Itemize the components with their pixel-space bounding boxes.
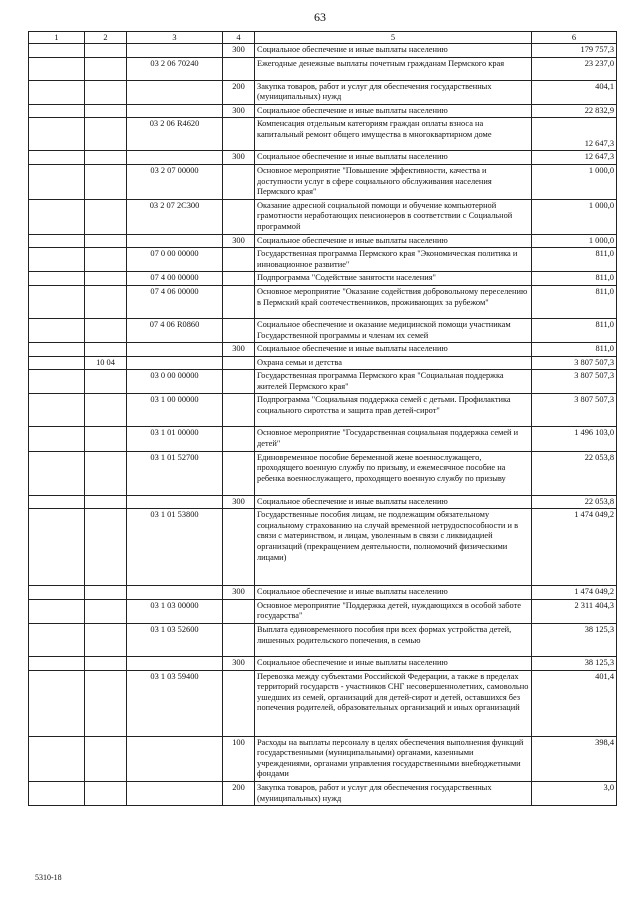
target-article-cell: 07 0 00 00000 <box>127 248 223 272</box>
blank-cell <box>29 248 85 272</box>
section-code-cell <box>85 427 127 451</box>
target-article-cell: 03 1 01 53800 <box>127 509 223 586</box>
amount-cell: 811,0 <box>532 285 617 318</box>
expense-type-cell <box>223 394 255 427</box>
target-article-cell <box>127 657 223 671</box>
amount-cell: 3 807 507,3 <box>532 394 617 427</box>
amount-cell: 3 807 507,3 <box>532 370 617 394</box>
target-article-cell: 03 2 06 70240 <box>127 57 223 80</box>
column-header: 6 <box>532 32 617 44</box>
item-name-cell: Государственная программа Пермского края "Экономическая политика и инновационное развитие" <box>255 248 532 272</box>
table-row <box>29 199 617 234</box>
item-name-cell: Социальное обеспечение и иные выплаты населению <box>255 234 532 248</box>
table-row <box>29 44 617 58</box>
column-header-row <box>29 32 617 44</box>
item-name-cell: Закупка товаров, работ и услуг для обеспечения государственных (муниципальных) нужд <box>255 782 532 806</box>
section-code-cell <box>85 599 127 623</box>
target-article-cell: 03 1 03 59400 <box>127 670 223 736</box>
item-name-cell: Социальное обеспечение и иные выплаты населению <box>255 151 532 165</box>
amount-cell: 401,4 <box>532 670 617 736</box>
expense-type-cell: 200 <box>223 80 255 104</box>
section-code-cell <box>85 394 127 427</box>
section-code-cell <box>85 509 127 586</box>
expense-type-cell: 300 <box>223 495 255 509</box>
table-row <box>29 356 617 370</box>
page-number: 63 <box>314 10 326 24</box>
table-row <box>29 670 617 736</box>
target-article-cell <box>127 356 223 370</box>
expense-type-cell: 300 <box>223 151 255 165</box>
expense-type-cell: 100 <box>223 736 255 781</box>
item-name-cell: Охрана семьи и детства <box>255 356 532 370</box>
blank-cell <box>29 599 85 623</box>
item-name-cell: Выплата единовременного пособия при всех формах устройства детей, лишенных родительского попечения, в семью <box>255 624 532 657</box>
section-code-cell <box>85 44 127 58</box>
section-code-cell <box>85 318 127 342</box>
expense-type-cell <box>223 509 255 586</box>
amount-cell: 22 053,8 <box>532 451 617 495</box>
expense-type-cell <box>223 356 255 370</box>
section-code-cell <box>85 495 127 509</box>
item-name-cell: Закупка товаров, работ и услуг для обеспечения государственных (муниципальных) нужд <box>255 80 532 104</box>
amount-cell: 3,0 <box>532 782 617 806</box>
target-article-cell: 03 1 03 00000 <box>127 599 223 623</box>
section-code-cell <box>85 234 127 248</box>
expense-type-cell <box>223 199 255 234</box>
target-article-cell <box>127 80 223 104</box>
blank-cell <box>29 356 85 370</box>
section-code-cell <box>85 451 127 495</box>
section-code-cell <box>85 782 127 806</box>
item-name-cell: Оказание адресной социальной помощи и обучение компьютерной грамотности неработающих пенсионеров в соответствии с Социальной программой <box>255 199 532 234</box>
section-code-cell <box>85 57 127 80</box>
table-row <box>29 736 617 781</box>
expense-type-cell <box>223 599 255 623</box>
blank-cell <box>29 104 85 118</box>
column-header: 1 <box>29 32 85 44</box>
target-article-cell: 03 1 03 52600 <box>127 624 223 657</box>
table-row <box>29 599 617 623</box>
blank-cell <box>29 44 85 58</box>
table-row <box>29 370 617 394</box>
item-name-cell: Основное мероприятие "Поддержка детей, нуждающихся в особой заботе государства" <box>255 599 532 623</box>
column-header: 4 <box>223 32 255 44</box>
section-code-cell <box>85 248 127 272</box>
section-code-cell <box>85 586 127 600</box>
blank-cell <box>29 586 85 600</box>
table-row <box>29 118 617 151</box>
target-article-cell <box>127 782 223 806</box>
target-article-cell: 07 4 06 R0860 <box>127 318 223 342</box>
target-article-cell: 03 0 00 00000 <box>127 370 223 394</box>
blank-cell <box>29 118 85 151</box>
amount-cell: 1 474 049,2 <box>532 586 617 600</box>
target-article-cell: 07 4 06 00000 <box>127 285 223 318</box>
expense-type-cell <box>223 451 255 495</box>
expense-type-cell: 300 <box>223 586 255 600</box>
column-header: 3 <box>127 32 223 44</box>
section-code-cell <box>85 151 127 165</box>
blank-cell <box>29 272 85 286</box>
expense-type-cell: 300 <box>223 657 255 671</box>
amount-cell: 811,0 <box>532 343 617 357</box>
expense-type-cell <box>223 318 255 342</box>
table-body <box>29 44 617 806</box>
item-name-cell: Социальное обеспечение и иные выплаты населению <box>255 586 532 600</box>
section-code-cell <box>85 272 127 286</box>
amount-cell: 3 807 507,3 <box>532 356 617 370</box>
expense-type-cell: 300 <box>223 44 255 58</box>
blank-cell <box>29 657 85 671</box>
target-article-cell: 07 4 00 00000 <box>127 272 223 286</box>
amount-cell: 12 647,3 <box>532 151 617 165</box>
item-name-cell: Социальное обеспечение и иные выплаты населению <box>255 657 532 671</box>
blank-cell <box>29 394 85 427</box>
amount-cell: 2 311 404,3 <box>532 599 617 623</box>
blank-cell <box>29 495 85 509</box>
expense-type-cell: 200 <box>223 782 255 806</box>
blank-cell <box>29 151 85 165</box>
item-name-cell: Государственная программа Пермского края "Социальная поддержка жителей Пермского края" <box>255 370 532 394</box>
target-article-cell <box>127 234 223 248</box>
expense-type-cell <box>223 670 255 736</box>
amount-cell: 404,1 <box>532 80 617 104</box>
section-code-cell <box>85 80 127 104</box>
expense-type-cell <box>223 624 255 657</box>
expense-type-cell: 300 <box>223 343 255 357</box>
item-name-cell: Перевозка между субъектами Российской Федерации, а также в пределах территорий государств - участников СНГ несовершеннолетних, самовольно ушедших из семей, организаций для детей-сирот и детей, оставшихся без попечения родителей, образовательных организаций и иных организаций <box>255 670 532 736</box>
blank-cell <box>29 285 85 318</box>
expense-type-cell <box>223 57 255 80</box>
table-row <box>29 427 617 451</box>
blank-cell <box>29 451 85 495</box>
section-code-cell <box>85 118 127 151</box>
amount-cell: 22 832,9 <box>532 104 617 118</box>
amount-cell: 398,4 <box>532 736 617 781</box>
table-row <box>29 80 617 104</box>
column-header: 2 <box>85 32 127 44</box>
amount-cell: 38 125,3 <box>532 657 617 671</box>
table-row <box>29 285 617 318</box>
amount-cell: 811,0 <box>532 318 617 342</box>
blank-cell <box>29 509 85 586</box>
item-name-cell: Основное мероприятие "Повышение эффективности, качества и доступности услуг в сфере социального обслуживания населения Пермского края" <box>255 164 532 199</box>
blank-cell <box>29 343 85 357</box>
target-article-cell: 03 2 07 00000 <box>127 164 223 199</box>
item-name-cell: Подпрограмма "Содействие занятости населения" <box>255 272 532 286</box>
target-article-cell <box>127 151 223 165</box>
amount-cell: 22 053,8 <box>532 495 617 509</box>
blank-cell <box>29 164 85 199</box>
target-article-cell <box>127 104 223 118</box>
blank-cell <box>29 234 85 248</box>
item-name-cell: Социальное обеспечение и иные выплаты населению <box>255 104 532 118</box>
expense-type-cell <box>223 370 255 394</box>
amount-cell: 1 000,0 <box>532 234 617 248</box>
item-name-cell: Государственные пособия лицам, не подлежащим обязательному социальному страхованию на случай временной нетрудоспособности и в связи с материнством, и лицам, уволенным в связи с ликвидацией организаций (прекращением деятельности, полномочий физическими лицами) <box>255 509 532 586</box>
expense-type-cell <box>223 248 255 272</box>
target-article-cell: 03 2 06 R4620 <box>127 118 223 151</box>
item-name-cell: Компенсация отдельным категориям граждан оплаты взноса на капитальный ремонт общего имущества в многоквартирном доме <box>255 118 532 151</box>
section-code-cell <box>85 370 127 394</box>
amount-cell: 811,0 <box>532 248 617 272</box>
section-code-cell <box>85 164 127 199</box>
table-row <box>29 451 617 495</box>
table-row <box>29 509 617 586</box>
expense-type-cell <box>223 285 255 318</box>
expense-type-cell <box>223 272 255 286</box>
target-article-cell <box>127 44 223 58</box>
item-name-cell: Социальное обеспечение и иные выплаты населению <box>255 343 532 357</box>
target-article-cell: 03 1 00 00000 <box>127 394 223 427</box>
item-name-cell: Социальное обеспечение и иные выплаты населению <box>255 495 532 509</box>
document-code: 5310-18 <box>35 873 62 882</box>
amount-cell: 1 474 049,2 <box>532 509 617 586</box>
expense-type-cell <box>223 164 255 199</box>
blank-cell <box>29 624 85 657</box>
item-name-cell: Единовременное пособие беременной жене военнослужащего, проходящего военную службу по призыву, и ежемесячное пособие на ребенка военнослужащего, проходящего военную службу по призыву <box>255 451 532 495</box>
target-article-cell <box>127 586 223 600</box>
budget-table <box>28 31 617 806</box>
expense-type-cell: 300 <box>223 234 255 248</box>
table-row <box>29 151 617 165</box>
item-name-cell: Социальное обеспечение и оказание медицинской помощи участникам Государственной программы и членам их семей <box>255 318 532 342</box>
amount-cell: 1 496 103,0 <box>532 427 617 451</box>
target-article-cell: 03 2 07 2С300 <box>127 199 223 234</box>
amount-cell: 23 237,0 <box>532 57 617 80</box>
table-row <box>29 57 617 80</box>
amount-cell: 811,0 <box>532 272 617 286</box>
blank-cell <box>29 80 85 104</box>
blank-cell <box>29 57 85 80</box>
table-row <box>29 318 617 342</box>
blank-cell <box>29 782 85 806</box>
table-row <box>29 248 617 272</box>
item-name-cell: Подпрограмма "Социальная поддержка семей с детьми. Профилактика социального сиротства и защита прав детей-сирот" <box>255 394 532 427</box>
section-code-cell <box>85 670 127 736</box>
section-code-cell <box>85 624 127 657</box>
item-name-cell: Основное мероприятие "Оказание содействия добровольному переселению в Пермский край соотечественников, проживающих за рубежом" <box>255 285 532 318</box>
blank-cell <box>29 370 85 394</box>
item-name-cell: Расходы на выплаты персоналу в целях обеспечения выполнения функций государственными (муниципальными) органами, казенными учреждениями, органами управления государственными внебюджетными фондами <box>255 736 532 781</box>
table-row <box>29 394 617 427</box>
table-row <box>29 272 617 286</box>
amount-cell: 1 000,0 <box>532 164 617 199</box>
expense-type-cell <box>223 118 255 151</box>
table-row <box>29 164 617 199</box>
table-row <box>29 104 617 118</box>
amount-cell: 1 000,0 <box>532 199 617 234</box>
column-header: 5 <box>255 32 532 44</box>
blank-cell <box>29 670 85 736</box>
section-code-cell <box>85 285 127 318</box>
table-row <box>29 624 617 657</box>
target-article-cell <box>127 495 223 509</box>
section-code-cell <box>85 657 127 671</box>
table-row <box>29 586 617 600</box>
amount-cell: 38 125,3 <box>532 624 617 657</box>
target-article-cell: 03 1 01 52700 <box>127 451 223 495</box>
table-row <box>29 343 617 357</box>
blank-cell <box>29 427 85 451</box>
target-article-cell <box>127 343 223 357</box>
section-code-cell <box>85 104 127 118</box>
section-code-cell <box>85 736 127 781</box>
blank-cell <box>29 199 85 234</box>
table-row <box>29 657 617 671</box>
table-row <box>29 782 617 806</box>
item-name-cell: Основное мероприятие "Государственная социальная поддержка семей и детей" <box>255 427 532 451</box>
table-row <box>29 234 617 248</box>
expense-type-cell: 300 <box>223 104 255 118</box>
item-name-cell: Ежегодные денежные выплаты почетным гражданам Пермского края <box>255 57 532 80</box>
expense-type-cell <box>223 427 255 451</box>
table-row <box>29 495 617 509</box>
section-code-cell <box>85 343 127 357</box>
item-name-cell: Социальное обеспечение и иные выплаты населению <box>255 44 532 58</box>
amount-cell: 12 647,3 <box>532 118 617 151</box>
amount-cell: 179 757,3 <box>532 44 617 58</box>
target-article-cell <box>127 736 223 781</box>
section-code-cell: 10 04 <box>85 356 127 370</box>
blank-cell <box>29 318 85 342</box>
target-article-cell: 03 1 01 00000 <box>127 427 223 451</box>
blank-cell <box>29 736 85 781</box>
section-code-cell <box>85 199 127 234</box>
